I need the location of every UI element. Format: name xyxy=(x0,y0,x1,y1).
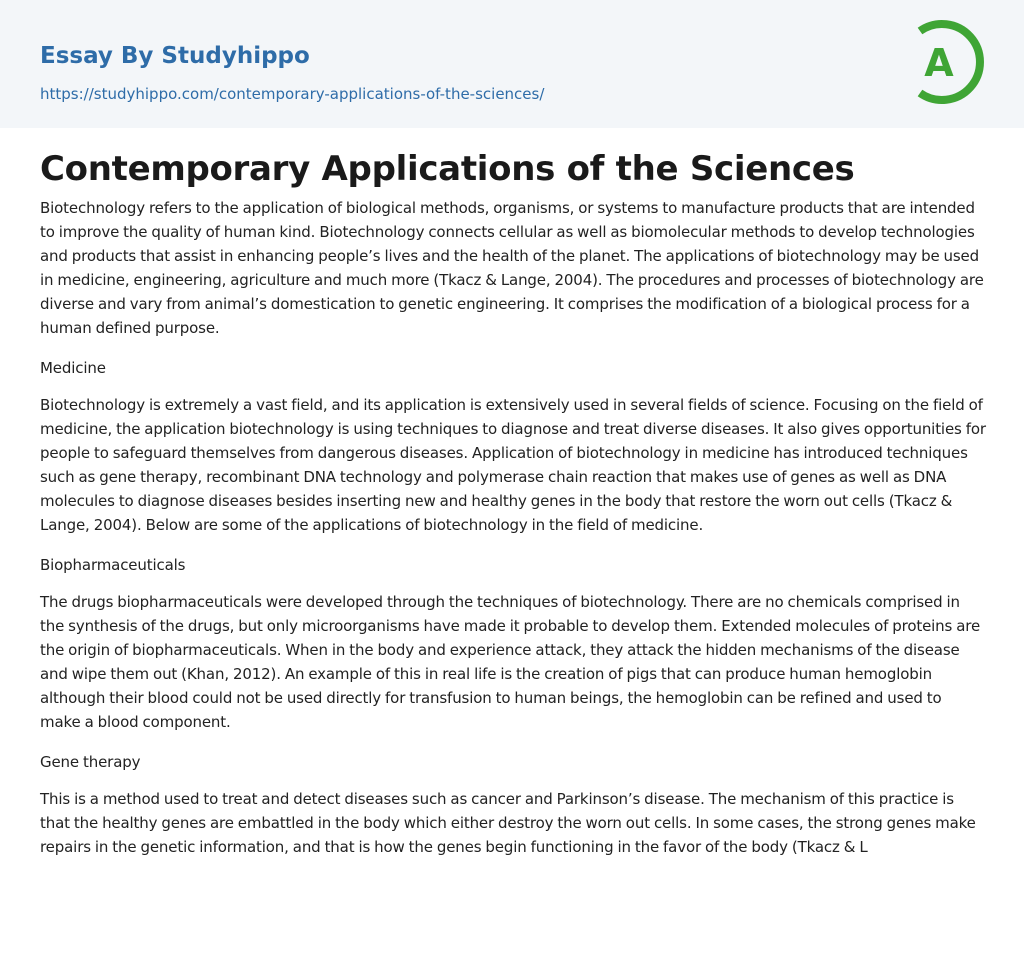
section-heading-biopharmaceuticals: Biopharmaceuticals xyxy=(40,556,186,574)
intro-paragraph: Biotechnology refers to the application of biological methods, organisms, or systems to manufacture products that are intended to improve the quality of human kind. Biotechnology connects cellular as well as biomolecular methods to develop technologies and products that assist in enhancing people’s lives and the health of the planet. The applications of biotechnology may be used in medicine, engineering, agriculture and much more (Tkacz & Lange, 2004). The procedures and processes of biotechnology are diverse and vary from animal’s domestication to genetic engineering. It comprises the modification of a biological process for a human defined purpose. xyxy=(40,199,984,337)
biopharmaceuticals-paragraph: The drugs biopharmaceuticals were developed through the techniques of biotechnology. There are no chemicals comprised in the synthesis of the drugs, but only microorganisms have made it probable to develop them. Extended molecules of proteins are the origin of biopharmaceuticals. When in the body and experience attack, they attack the hidden mechanisms of the disease and wipe them out (Khan, 2012). An example of this in real life is the creation of pigs that can produce human hemoglobin although their blood could not be used directly for transfusion to human beings, the hemoglobin can be refined and used to make a blood component. xyxy=(40,593,981,731)
article-title: Contemporary Applications of the Sciences xyxy=(40,149,855,189)
article-body xyxy=(40,140,986,875)
studyhippo-logo-icon[interactable] xyxy=(910,18,988,106)
gene-therapy-paragraph: This is a method used to treat and detect diseases such as cancer and Parkinson’s disease. The mechanism of this practice is that the healthy genes are embattled in the body which either destroy the worn out cells. In some cases, the strong genes make repairs in the genetic information, and that is how the genes begin functioning in the favor of the body (Tkacz & L xyxy=(40,790,976,856)
brand-title[interactable]: Essay By Studyhippo xyxy=(40,43,310,69)
section-heading-gene-therapy: Gene therapy xyxy=(40,753,141,771)
source-url-link[interactable]: https://studyhippo.com/contemporary-applications-of-the-sciences/ xyxy=(40,85,545,103)
medicine-paragraph: Biotechnology is extremely a vast field, and its application is extensively used in several fields of science. Focusing on the field of medicine, the application biotechnology is using techniques to diagnose and treat diverse diseases. It also gives opportunities for people to safeguard themselves from dangerous diseases. Application of biotechnology in medicine has introduced techniques such as gene therapy, recombinant DNA technology and polymerase chain reaction that makes use of genes as well as DNA molecules to diagnose diseases besides inserting new and healthy genes in the body that restore the worn out cells (Tkacz & Lange, 2004). Below are some of the applications of biotechnology in the field of medicine. xyxy=(40,396,986,534)
section-heading-medicine: Medicine xyxy=(40,359,106,377)
site-header xyxy=(0,0,1024,128)
logo-letter: A xyxy=(924,41,954,85)
